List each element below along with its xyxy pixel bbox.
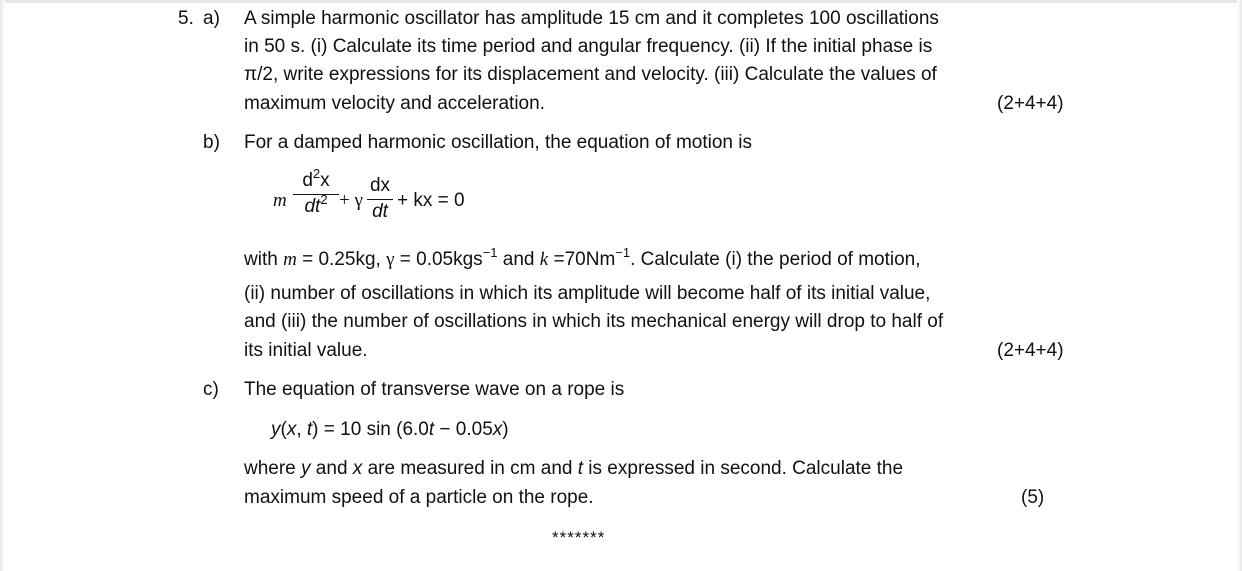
part-b-marks: (2+4+4): [997, 340, 1064, 361]
part-c-line-1: [244, 458, 903, 480]
wave-eq-end: ): [502, 419, 509, 440]
part-c-line-1-mid2: are measured in cm and: [362, 458, 578, 479]
given-gamma-symbol: γ: [386, 249, 395, 270]
eq-plus-gamma: + γ: [339, 190, 363, 211]
page-right-shadow: [1237, 0, 1242, 571]
damped-oscillation-equation: [273, 166, 493, 230]
part-b-intro: For a damped harmonic oscillation, the equation of motion is: [244, 132, 752, 153]
wave-eq-x: x: [286, 419, 297, 440]
given-k-symbol: k: [539, 249, 549, 270]
page-top-edge: [0, 0, 1242, 3]
part-b-line-3: its initial value.: [244, 340, 368, 361]
eq-rest: + kx = 0: [397, 190, 465, 211]
wave-eq-x2: x: [492, 419, 503, 440]
given-k-exponent: −1: [615, 245, 631, 260]
part-a-marks: (2+4+4): [997, 93, 1064, 114]
part-c-line-1-t: t: [577, 458, 584, 479]
part-c-line-1-post: is expressed in second. Calculate the: [583, 458, 904, 479]
part-c-line-1-mid1: and: [310, 458, 353, 479]
part-c-line-2: maximum speed of a particle on the rope.: [244, 487, 594, 508]
given-gamma-exponent: −1: [482, 245, 498, 260]
eq-dt: dt: [304, 196, 321, 217]
given-after: . Calculate (i) the period of motion,: [630, 249, 921, 270]
eq-fraction-2-numerator: dx: [369, 175, 391, 196]
wave-eq-y: y: [271, 419, 281, 440]
wave-eq-t: t: [306, 419, 313, 440]
part-b-given-values: [244, 245, 921, 271]
wave-equation: [271, 419, 509, 441]
wave-eq-minus: − 0.05: [434, 419, 493, 440]
part-c-marks: (5): [1021, 487, 1045, 508]
part-c-intro: The equation of transverse wave on a rope is: [244, 379, 625, 400]
eq-d-power: 2: [312, 166, 321, 181]
eq-fraction-2-bar: [367, 199, 393, 200]
wave-eq-comma: ,: [296, 419, 307, 440]
eq-fraction-1-numerator: [293, 166, 339, 192]
part-c-line-1-x: x: [352, 458, 363, 479]
eq-x: x: [320, 170, 330, 191]
part-b-line-2: and (iii) the number of oscillations in which its mechanical energy will drop to half of: [244, 311, 944, 332]
part-c-label: c): [203, 379, 219, 400]
part-a-line-3: π/2, write expressions for its displacement and velocity. (iii) Calculate the values of: [244, 64, 937, 85]
part-c-line-1-y: y: [301, 458, 311, 479]
end-of-question-marker: *******: [552, 528, 606, 547]
page-left-shadow: [0, 0, 5, 571]
part-a-label: a): [203, 8, 220, 29]
eq-d: d: [302, 170, 313, 191]
eq-fraction-1-denominator: [293, 192, 339, 218]
eq-dt-power: 2: [320, 192, 328, 207]
part-b-label: b): [203, 132, 220, 153]
wave-eq-t2: t: [428, 419, 435, 440]
part-b-line-1: (ii) number of oscillations in which its amplitude will become half of its initial value,: [244, 283, 931, 304]
given-k-value: =70Nm: [548, 249, 616, 270]
wave-eq-middle: ) = 10 sin (6.0: [312, 419, 429, 440]
given-gamma-value: = 0.05kgs: [394, 249, 483, 270]
part-a-line-1: A simple harmonic oscillator has amplitude 15 cm and it completes 100 oscillations: [244, 8, 939, 29]
eq-fraction-2-denominator: dt: [372, 201, 388, 222]
wave-eq-open: (: [280, 419, 287, 440]
given-and: and: [497, 249, 540, 270]
part-a-line-2: in 50 s. (i) Calculate its time period and angular frequency. (ii) If the initial phase is: [244, 36, 933, 57]
given-m-value: = 0.25kg,: [296, 249, 387, 270]
eq-second-derivative-fraction: [293, 166, 339, 218]
eq-mass-symbol: m: [273, 190, 287, 211]
part-c-line-1-pre: where: [244, 458, 302, 479]
eq-fraction-1-bar: [293, 194, 339, 195]
eq-first-derivative-fraction: [367, 175, 393, 223]
part-a-line-4: maximum velocity and acceleration.: [244, 93, 545, 114]
given-with: with: [244, 249, 278, 270]
question-number: 5.: [178, 8, 194, 29]
given-m-symbol: m: [283, 249, 297, 270]
